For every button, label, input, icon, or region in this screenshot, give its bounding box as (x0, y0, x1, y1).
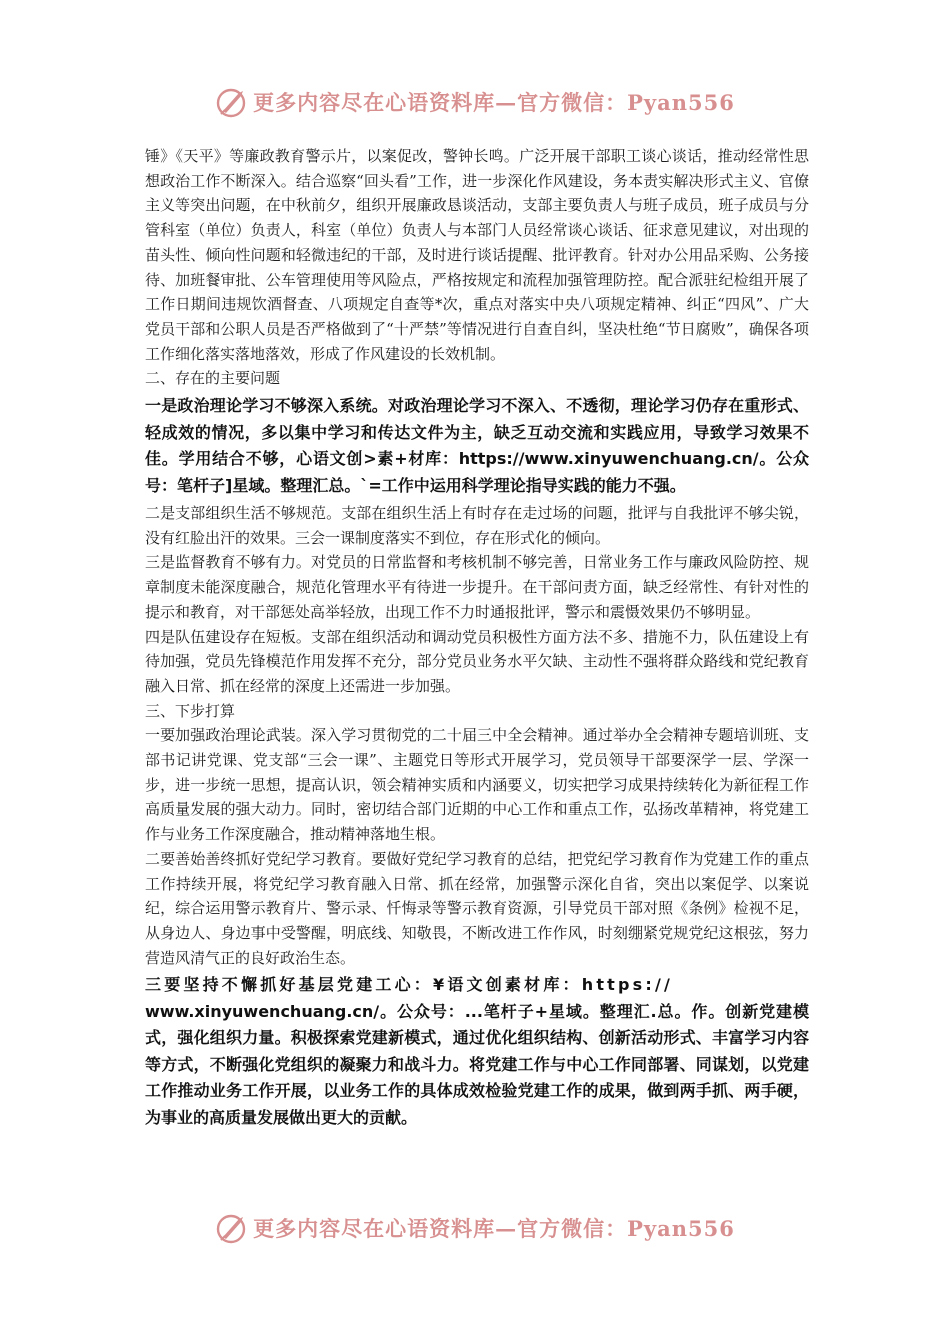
section-heading-plans: 三、下步打算 (145, 701, 236, 720)
banner-text: 更多内容尽在心语资料库—官方微信：Pyan556 (253, 90, 735, 115)
plan-paragraph-3-rest: www.xinyuwenchuang.cn/。公众号：...笔杆子+星域。整理汇.总。作。创新党建模式，强化组织力量。积极探索党建新模式，通过优化组织结构、创新活动形式、丰富学习内容等方式，不断强化党组织的凝聚力和战斗力。将党建工作与中心工作同部署、同谋划，以党建工作推动业务工作开展，以业务工作的具体成效检验党建工作的成果，做到两手抓、两手硬，为事业的高质量发展做出更大的贡献。 (145, 1001, 809, 1127)
problem-paragraph-2: 二是支部组织生活不够规范。支部在组织生活上有时存在走过场的问题，批评与自我批评不够尖锐，没有红脸出汗的效果。三会一课制度落实不到位，存在形式化的倾向。 (145, 504, 809, 547)
banner-text: 更多内容尽在心语资料库—官方微信：Pyan556 (253, 1216, 735, 1241)
plan-paragraph-2: 二要善始善终抓好党纪学习教育。要做好党纪学习教育的总结，把党纪学习教育作为党建工作的重点工作持续开展，将党纪学习教育融入日常、抓在经常，加强警示深化自省，突出以案促学、以案说纪，综合运用警示教育片、警示录、忏悔录等警示教育资源，引导党员干部对照《条例》检视不足，从身边人、身边事中受警醒，明底线、知敬畏，不断改进工作作风，时刻绷紧党规党纪这根弦，努力营造风清气正的良好政治生态。 (145, 849, 809, 967)
problem-paragraph-4: 四是队伍建设存在短板。支部在组织活动和调动党员积极性方面方法不多、措施不力，队伍建设上有待加强，党员先锋模范作用发挥不充分，部分党员业务水平欠缺、主动性不强将群众路线和党纪教育融入日常、抓在经常的深度上还需进一步加强。 (145, 627, 809, 695)
pen-logo-icon (215, 1211, 249, 1245)
section-heading-problems: 二、存在的主要问题 (145, 369, 281, 388)
pen-logo-icon (215, 85, 249, 119)
problem-paragraph-1: 一是政治理论学习不够深入系统。对政治理论学习不深入、不透彻，理论学习仍存在重形式、轻成效的情况，多以集中学习和传达文件为主，缺乏互动交流和实践应用，导致学习效果不佳。学用结合不够，心语文创>素+材库：https://www.xinyuwenchuang.cn/。公众号：笔杆子]星域。整理汇总。`=工作中运用科学理论指导实践的能力不强。 (145, 396, 809, 495)
plan-paragraph-1: 一要加强政治理论武装。深入学习贯彻党的二十届三中全会精神。通过举办全会精神专题培训班、支部书记讲党课、党支部“三会一课”、主题党日等形式开展学习，党员领导干部要深学一层、学深一步，进一步统一思想，提高认识，领会精神实质和内涵要义，切实把学习成果持续转化为新征程工作高质量发展的强大动力。同时，密切结合部门近期的中心工作和重点工作，弘扬改革精神，将党建工作与业务工作深度融合，推动精神落地生根。 (145, 726, 809, 844)
intro-paragraph: 锤》《天平》等廉政教育警示片，以案促改，警钟长鸣。广泛开展干部职工谈心谈话，推动经常性思想政治工作不断深入。结合巡察“回头看”工作，进一步深化作风建设，务本责实解决形式主义、官僚主义等突出问题，在中秋前夕，组织开展廉政恳谈活动，支部主要负责人与班子成员，班子成员与分管科室（单位）负责人，科室（单位）负责人与本部门人员经常谈心谈话、征求意见建议，对出现的苗头性、倾向性问题和轻微违纪的干部，及时进行谈话提醒、批评教育。针对办公用品采购、公务接待、加班餐审批、公车管理使用等风险点，严格按规定和流程加强管理防控。配合派驻纪检组开展了工作日期间违规饮酒督查、八项规定自查等*次，重点对落实中央八项规定精神、纠正“四风”、广大党员干部和公职人员是否严格做到了“十严禁”等情况进行自查自纠，坚决杜绝“节日腐败”，确保各项工作细化落实落地落效，形成了作风建设的长效机制。 (145, 147, 809, 363)
header-banner (0, 82, 950, 122)
footer-banner (0, 1208, 950, 1248)
plan-paragraph-3-first-line: 三要坚持不懈抓好基层党建工心：¥语文创素材库：https:// (145, 975, 674, 995)
problem-paragraph-3: 三是监督教育不够有力。对党员的日常监督和考核机制不够完善，日常业务工作与廉政风险防控、规章制度未能深度融合，规范化管理水平有待进一步提升。在干部问责方面，缺乏经常性、有针对性的提示和教育，对干部惩处高举轻放，出现工作不力时通报批评，警示和震慑效果仍不够明显。 (145, 553, 809, 621)
document-body (145, 144, 809, 1131)
